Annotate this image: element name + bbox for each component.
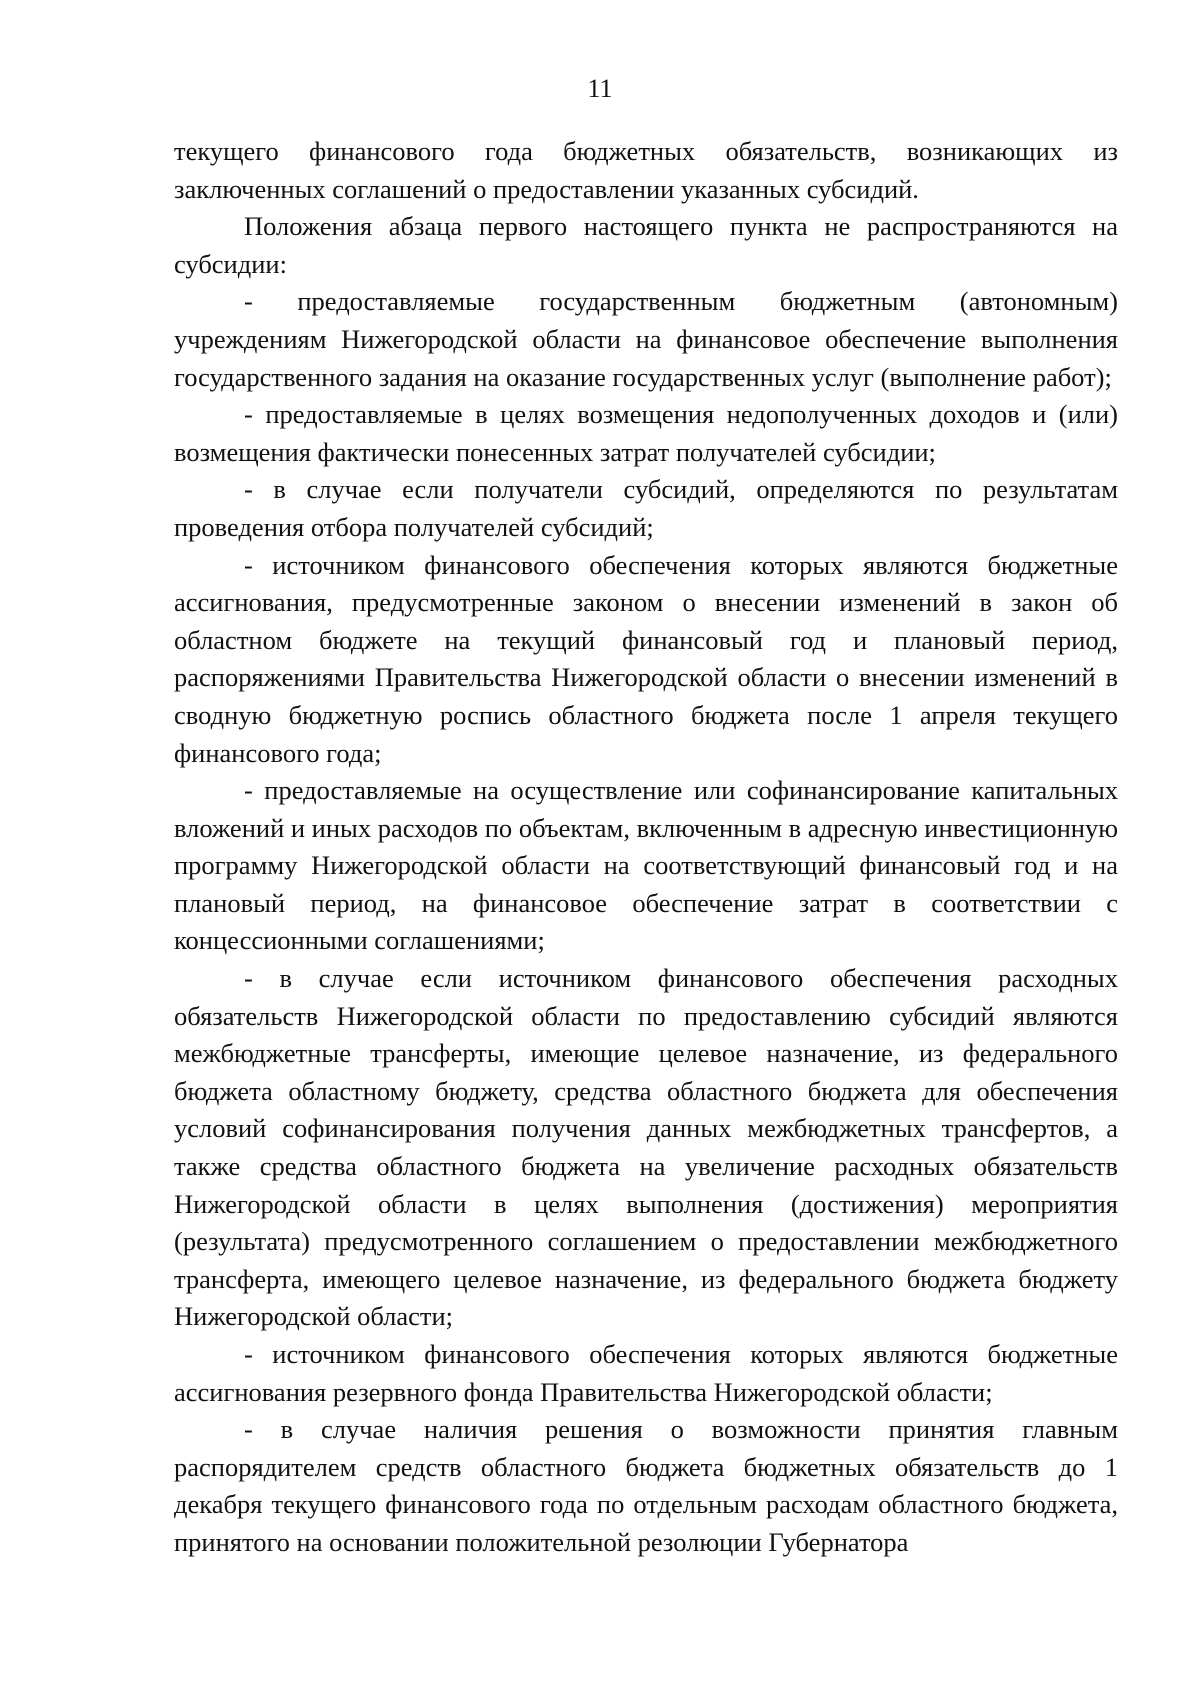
list-item-6: - в случае если источником финансового обеспечения расходных обязательств Нижегородской области по предоставлению субсидий являются межбюджетные трансферты, имеющие целевое назначение, из федерального бюджета областному бюджету, средства областного бюджета для обеспечения условий софинансирования получения данных межбюджетных трансфертов, а также средства областного бюджета на увеличение расходных обязательств Нижегородской области в целях выполнения (достижения) мероприятия (результата) предусмотренного соглашением о предоставлении межбюджетного трансферта, имеющего целевое назначение, из федерального бюджета бюджету Нижегородской области; <box>174 963 1118 1332</box>
list-item-4: - источником финансового обеспечения которых являются бюджетные ассигнования, предусмотренные законом о внесении изменений в закон об областном бюджете на текущий финансовый год и плановый период, распоряжениями Правительства Нижегородской области о внесении изменений в сводную бюджетную роспись областного бюджета после 1 апреля текущего финансового года; <box>174 549 1118 768</box>
list-item-5: - предоставляемые на осуществление или софинансирование капитальных вложений и иных расходов по объектам, включенным в адресную инвестиционную программу Нижегородской области на соответствующий финансовый год и на плановый период, на финансовое обеспечение затрат в соответствии с концессионными соглашениями; <box>174 775 1118 956</box>
paragraph-1: текущего финансового года бюджетных обязательств, возникающих из заключенных соглашений о предоставлении указанных субсидий. <box>174 136 1118 204</box>
list-item-3: - в случае если получатели субсидий, определяются по результатам проведения отбора получателей субсидий; <box>174 474 1118 542</box>
list-item-8: - в случае наличия решения о возможности принятия главным распорядителем средств областного бюджета бюджетных обязательств до 1 декабря текущего финансового года по отдельным расходам областного бюджета, принятого на основании положительной резолюции Губернатора <box>174 1414 1118 1557</box>
paragraph-2: Положения абзаца первого настоящего пункта не распространяются на субсидии: <box>174 211 1118 279</box>
list-item-2: - предоставляемые в целях возмещения недополученных доходов и (или) возмещения фактически понесенных затрат получателей субсидии; <box>174 399 1118 467</box>
list-item-1: - предоставляемые государственным бюджетным (автономным) учреждениям Нижегородской области на финансовое обеспечение выполнения государственного задания на оказание государственных услуг (выполнение работ); <box>174 286 1118 392</box>
list-item-7: - источником финансового обеспечения которых являются бюджетные ассигнования резервного фонда Правительства Нижегородской области; <box>174 1339 1118 1407</box>
page-number: 11 <box>587 74 613 103</box>
document-body <box>174 133 1118 1562</box>
